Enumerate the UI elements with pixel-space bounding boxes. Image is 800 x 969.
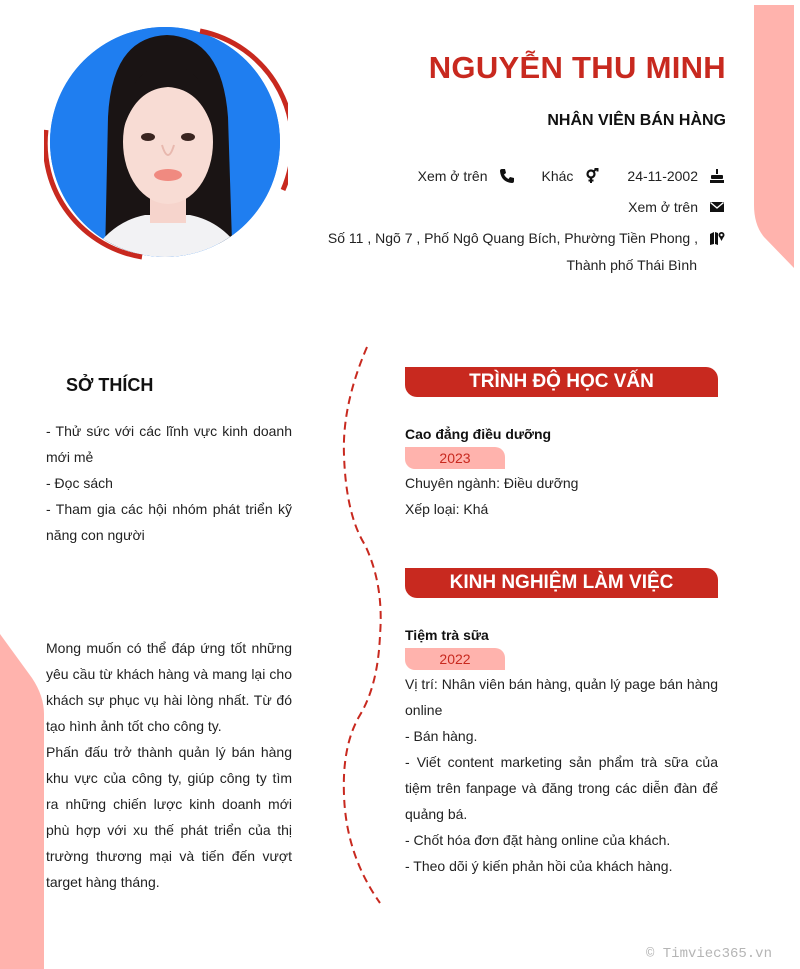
gender-item	[542, 168, 602, 184]
email-text: Xem ở trên	[628, 199, 698, 215]
education-detail: Xếp loại: Khá	[405, 501, 489, 517]
career-goals	[46, 635, 292, 895]
birthday-text: 24-11-2002	[627, 168, 698, 184]
email-item	[628, 199, 726, 215]
hobby-item: - Tham gia các hội nhóm phát triển kỹ năng con người	[46, 501, 292, 543]
school-name: Cao đẳng điều dưỡng	[405, 426, 552, 442]
experience-detail: Vị trí: Nhân viên bán hàng, quản lý page bán hàng online	[405, 676, 718, 718]
goal-paragraph: Mong muốn có thể đáp ứng tốt những yêu cầu từ khách hàng và mang lại cho khách sự phục vụ hài lòng nhất. Từ đó tạo hình ảnh tốt cho công ty.	[46, 640, 292, 734]
hobbies-title: SỞ THÍCH	[66, 375, 154, 395]
birthday-cake-icon	[708, 168, 726, 184]
decorative-stripe-left	[0, 634, 44, 969]
job-title: NHÂN VIÊN BÁN HÀNG	[547, 112, 726, 129]
education-section-title: TRÌNH ĐỘ HỌC VẤN	[405, 367, 718, 397]
envelope-icon	[708, 199, 726, 215]
birthday-item	[627, 168, 726, 184]
watermark: © Timviec365.vn	[645, 946, 772, 962]
company-name: Tiệm trà sữa	[405, 627, 489, 643]
address-item	[328, 230, 726, 246]
experience-detail: - Bán hàng.	[405, 728, 478, 744]
hobby-item: - Đọc sách	[46, 475, 113, 491]
phone-icon	[498, 168, 516, 184]
decorative-stripe-right	[754, 5, 794, 268]
gender-icon	[583, 168, 601, 184]
address-line1: Số 11 , Ngõ 7 , Phố Ngô Quang Bích, Phường Tiền Phong ,	[327, 230, 698, 246]
contact-row-email	[628, 199, 726, 215]
experience-detail: - Viết content marketing sản phẩm trà sữa của tiệm trên fanpage và đăng trong các diễn đàn để quảng bá.	[405, 754, 718, 822]
experience-detail: - Theo dõi ý kiến phản hồi của khách hàng.	[405, 858, 673, 874]
hobby-item: - Thử sức với các lĩnh vực kinh doanh mới mẻ	[46, 423, 292, 465]
avatar	[44, 25, 288, 261]
experience-section-title: KINH NGHIỆM LÀM VIỆC	[405, 568, 718, 598]
year-badge: 2023	[405, 447, 505, 469]
contact-row-address	[328, 230, 726, 246]
candidate-name: NGUYỄN THU MINH	[428, 50, 726, 85]
map-marker-icon	[708, 230, 726, 246]
phone-text: Xem ở trên	[417, 168, 488, 184]
experience-detail: - Chốt hóa đơn đặt hàng online của khách.	[405, 832, 671, 848]
year-badge: 2022	[405, 648, 505, 670]
hobbies-list	[46, 418, 292, 548]
education-detail: Chuyên ngành: Điều dưỡng	[405, 475, 579, 491]
gender-text: Khác	[541, 168, 574, 184]
contact-row-primary	[418, 168, 726, 184]
goal-paragraph: Phấn đấu trở thành quản lý bán hàng khu vực của công ty, giúp công ty tìm ra những chiến lược kinh doanh mới phù hợp với xu thế phát triển của thị trường thương mại và tiến đến vượt target hàng tháng.	[46, 744, 292, 890]
address-line2: Thành phố Thái Bình	[566, 257, 697, 273]
phone-item	[418, 168, 516, 184]
avatar-ring-accent	[44, 25, 288, 261]
education-entry	[405, 425, 718, 522]
dashed-curve-divider	[340, 345, 400, 905]
experience-entry	[405, 626, 718, 879]
